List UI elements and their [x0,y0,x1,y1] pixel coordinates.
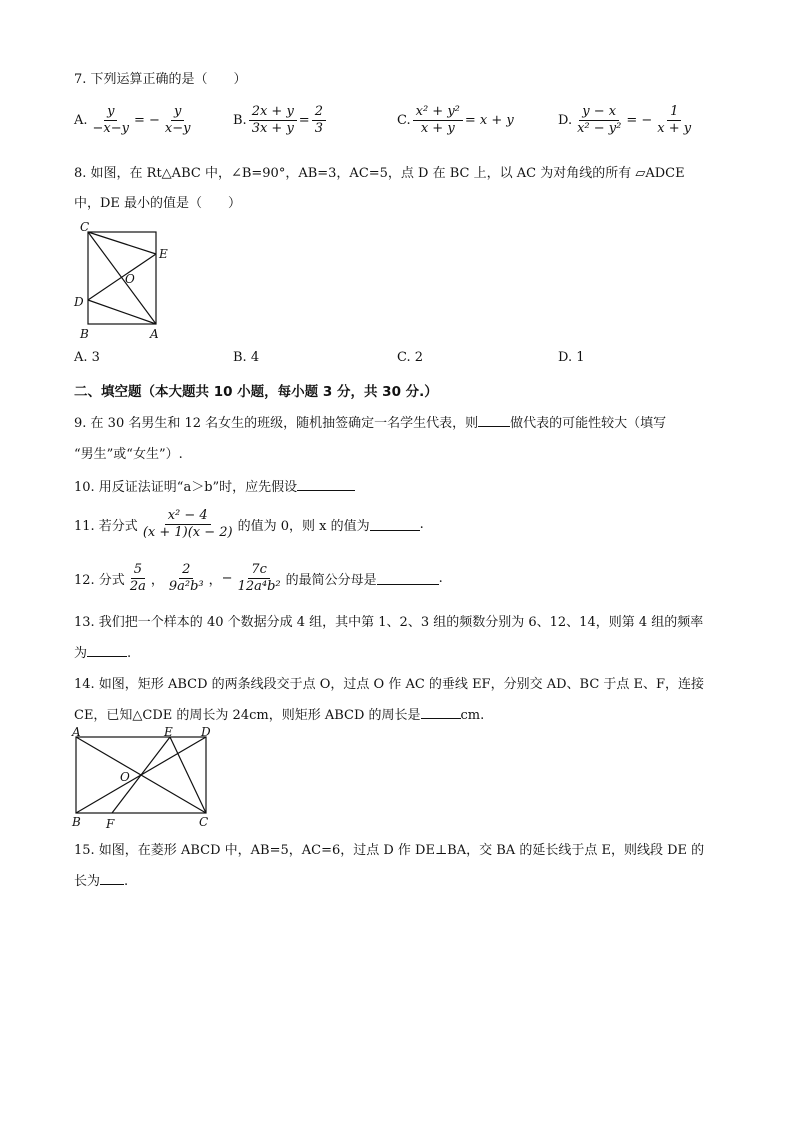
q10-text: 10. 用反证法证明“a＞b”时，应先假设 [74,480,298,495]
equals: = [298,113,310,128]
answer-blank [478,414,510,427]
fraction: $\frac{5}{2a}$ [129,562,146,594]
answer-blank [100,872,124,885]
q8-option-b: B. 4 [233,350,260,365]
q12-suffix: 的最简公分母是 [285,573,377,588]
label-e: E [164,726,173,739]
q11-suffix: 的值为 0，则 x 的值为 [237,519,370,534]
answer-blank [87,644,127,657]
q9-text-b: 做代表的可能性较大（填写 [510,416,667,431]
q7-option-c [397,104,514,137]
q12-line [74,562,443,595]
section-heading: 二、填空题（本大题共 10 小题，每小题 3 分，共 30 分.） [74,384,438,400]
answer-blank [377,572,439,585]
q9-text-a: 9. 在 30 名男生和 12 名女生的班级，随机抽签确定一名学生代表，则 [74,416,479,431]
label-b: B [80,327,89,341]
equals: = − [626,113,653,128]
q14-figure [68,726,218,832]
label-c: C [80,220,90,234]
q14-line2 [74,704,484,723]
option-label: A. [74,113,88,128]
q11-end: . [419,517,424,532]
q11-line [74,508,424,541]
separator: ， [208,573,222,588]
answer-blank [421,706,461,719]
q8-option-c: C. 2 [397,350,424,365]
fraction: $\frac{y - x}{\text{x² − y²}}$ [577,104,622,136]
fraction: $\frac{y}{x-y}$ [164,104,191,136]
label-d: D [74,295,84,309]
q7-option-a [74,104,196,137]
q8-line2: 中，DE 最小的值是（ ） [74,196,242,211]
equals: = x + y [464,113,514,128]
diagonal-ca [88,232,156,324]
q15-text: 长为 [74,874,101,889]
option-label: C. [397,113,411,128]
q8-line1: 8. 如图，在 Rt△ABC 中，∠B=90°，AB=3，AC=5，点 D 在 BC 上，以 AC 为对角线的所有 ▱ADCE [74,166,685,181]
q14-line1: 14. 如图，矩形 ABCD 的两条线段交于点 O，过点 O 作 AC 的垂线 EF，分别交 AD、BC 于点 E、F，连接 [74,677,705,692]
label-o: O [125,272,135,286]
q8-option-d: D. 1 [558,350,585,365]
q7-stem: 7. 下列运算正确的是（ ） [74,72,247,87]
fraction: $\frac{1}{x + y}$ [657,104,692,136]
q14-text: CE，已知△CDE 的周长为 24cm，则矩形 ABCD 的周长是 [74,708,421,723]
option-label: D. [558,113,573,128]
label-b: B [72,815,81,829]
label-o: O [120,770,130,784]
fraction: $\frac{7c}{\text{12a⁴b²}}$ [237,562,281,594]
fraction: $\frac{y}{-x-y}$ [92,104,129,136]
q15-line2 [74,870,128,889]
segment-da [88,300,156,324]
answer-blank [370,518,420,531]
equals: = − [134,113,160,128]
q13-line1: 13. 我们把一个样本的 40 个数据分成 4 组，其中第 1、2、3 组的频数分别为 6、12、14，则第 4 组的频率 [74,615,704,630]
q8-figure [70,218,180,344]
minus-sign: − [221,571,233,586]
label-a: A [150,327,159,341]
q12-end: . [438,571,443,586]
segment-de [88,254,156,300]
label-a: A [72,726,81,739]
q9-line1 [74,412,666,431]
q10-line [74,476,355,495]
option-label: B. [233,113,247,128]
q12-prefix: 12. 分式 [74,573,125,588]
label-e: E [159,247,168,261]
q13-end: . [127,646,132,661]
q14-unit: cm. [460,708,485,723]
label-f: F [106,817,115,831]
label-d: D [201,726,211,739]
answer-blank [297,478,355,491]
separator: ， [150,573,164,588]
fraction: $\frac{\text{x² + y²}}{x + y}$ [413,104,463,137]
q9-line2: “男生”或“女生”）. [74,447,183,462]
q11-prefix: 11. 若分式 [74,519,138,534]
label-c: C [199,815,209,829]
segment-ce [170,737,206,813]
fraction: $\frac{2x + y}{3x + y}$ [249,104,297,137]
fraction: $\frac{2}{\text{9a²b³}}$ [168,562,204,594]
q7-option-b [233,104,328,137]
q15-end: . [124,874,129,889]
q13-line2 [74,642,131,661]
segment-ce [88,232,156,254]
q13-text: 为 [74,646,88,661]
fraction: $\frac{\text{x² − 4}}{(x + 1)(x - 2)}$ [142,508,233,540]
q7-option-d [558,104,696,137]
fraction: $\frac{2}{3}$ [312,104,326,137]
q15-line1: 15. 如图，在菱形 ABCD 中，AB=5，AC=6，过点 D 作 DE⊥BA，交 BA 的延长线于点 E，则线段 DE 的 [74,843,705,858]
q8-option-a: A. 3 [74,350,100,365]
